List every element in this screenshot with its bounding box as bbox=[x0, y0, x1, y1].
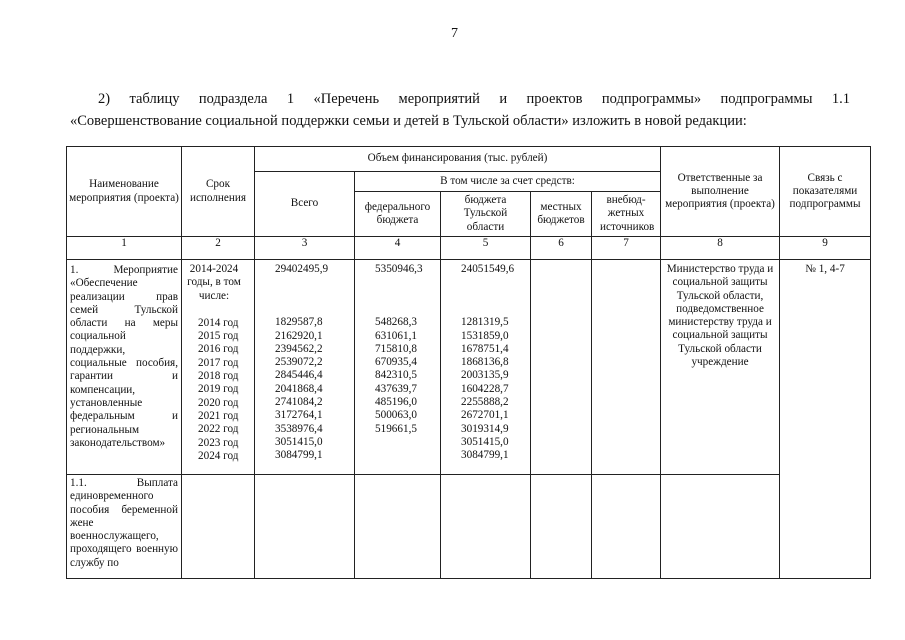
header-responsible: Ответственные за выполнение мероприятия (проекта) bbox=[661, 147, 780, 237]
value-item: 485196,0 bbox=[375, 396, 417, 409]
col-number: 6 bbox=[531, 237, 592, 260]
total-list bbox=[275, 316, 354, 462]
col-number: 3 bbox=[255, 237, 355, 260]
value-item: 2003135,9 bbox=[461, 369, 509, 382]
value-item: 3538976,4 bbox=[275, 422, 323, 435]
intro-line-1-text: 2) таблицу подраздела 1 «Перечень мероприятий и проектов подпрограммы» подпрограммы 1.1 bbox=[98, 91, 850, 107]
value-item: 2539072,2 bbox=[275, 356, 323, 369]
header-offbudget: внебюд-жетных источников bbox=[592, 192, 661, 237]
value-item: 3084799,1 bbox=[275, 449, 323, 462]
sub-event-name: 1.1. Выплата единовременного пособия беременной жене военнослужащего, проходящего военную службу по bbox=[67, 475, 182, 579]
federal-list bbox=[375, 316, 440, 436]
col-number: 8 bbox=[661, 237, 780, 260]
event-local bbox=[531, 260, 592, 475]
value-item: 631061,1 bbox=[375, 329, 417, 342]
intro-line-2-text: «Совершенствование социальной поддержки семьи и детей в Тульской области» изложить в новой редакции: bbox=[70, 113, 747, 129]
total-main: 29402495,9 bbox=[275, 263, 329, 275]
header-regional: бюджета Тульской области bbox=[441, 192, 531, 237]
event-federal bbox=[355, 260, 441, 475]
header-local: местных бюджетов bbox=[531, 192, 592, 237]
value-item: 1678751,4 bbox=[461, 342, 509, 355]
sub-event-cell bbox=[255, 475, 355, 579]
sub-event-cell bbox=[182, 475, 255, 579]
sub-event-cell bbox=[531, 475, 592, 579]
header-federal: федерального бюджета bbox=[355, 192, 441, 237]
col-number: 1 bbox=[67, 237, 182, 260]
value-item: 2016 год bbox=[198, 343, 239, 356]
value-item: 2162920,1 bbox=[275, 329, 323, 342]
header-total: Всего bbox=[255, 172, 355, 237]
event-regional bbox=[441, 260, 531, 475]
value-item: 3051415,0 bbox=[275, 435, 323, 448]
sub-event-cell bbox=[441, 475, 531, 579]
value-item: 519661,5 bbox=[375, 422, 417, 435]
event-row bbox=[67, 260, 871, 475]
col-number: 4 bbox=[355, 237, 441, 260]
value-item: 2019 год bbox=[198, 383, 239, 396]
sub-event-row bbox=[67, 475, 871, 579]
header-name: Наименование мероприятия (проекта) bbox=[67, 147, 182, 237]
value-item: 3019314,9 bbox=[461, 422, 509, 435]
value-item: 2024 год bbox=[198, 449, 239, 462]
header-including: В том числе за счет средств: bbox=[355, 172, 661, 192]
value-item: 2018 год bbox=[198, 370, 239, 383]
page-number: 7 bbox=[451, 26, 458, 41]
value-item: 1531859,0 bbox=[461, 329, 509, 342]
value-item: 2672701,1 bbox=[461, 409, 509, 422]
sub-event-cell bbox=[661, 475, 780, 579]
col-number: 5 bbox=[441, 237, 531, 260]
col-number: 7 bbox=[592, 237, 661, 260]
value-item: 2041868,4 bbox=[275, 382, 323, 395]
event-name: 1. Мероприятие «Обеспечение реализации прав семей Тульской области на меры социальной поддержки, социальные пособия, гарантии и компенсации, установленные федеральным и региональным законодательством» bbox=[67, 260, 182, 475]
value-item: 842310,5 bbox=[375, 369, 417, 382]
value-item: 2015 год bbox=[198, 330, 239, 343]
value-item: 1604228,7 bbox=[461, 382, 509, 395]
event-offbudget bbox=[592, 260, 661, 475]
col-number: 9 bbox=[780, 237, 871, 260]
value-item: 3051415,0 bbox=[461, 435, 509, 448]
term-header: 2014-2024 годы, в том числе: bbox=[187, 263, 241, 302]
value-item: 2014 год bbox=[198, 316, 239, 329]
regional-list bbox=[461, 316, 530, 462]
value-item: 2021 год bbox=[198, 409, 239, 422]
value-item: 2017 год bbox=[198, 356, 239, 369]
value-item: 3172764,1 bbox=[275, 409, 323, 422]
sub-event-cell bbox=[355, 475, 441, 579]
event-term bbox=[182, 260, 255, 475]
value-item: 437639,7 bbox=[375, 382, 417, 395]
event-responsible: Министерство труда и социальной защиты Тульской области, подведомственное министерству труда и социальной защиты Тульской области учреждение bbox=[661, 260, 780, 475]
event-total bbox=[255, 260, 355, 475]
header-funding: Объем финансирования (тыс. рублей) bbox=[255, 147, 661, 172]
value-item: 2255888,2 bbox=[461, 396, 509, 409]
col-number: 2 bbox=[182, 237, 255, 260]
value-item: 500063,0 bbox=[375, 409, 417, 422]
header-term: Срок исполнения bbox=[182, 147, 255, 237]
value-item: 2022 год bbox=[198, 423, 239, 436]
intro-line-1 bbox=[70, 88, 850, 110]
value-item: 2845446,4 bbox=[275, 369, 323, 382]
value-item: 2023 год bbox=[198, 436, 239, 449]
year-list bbox=[198, 317, 254, 463]
activities-table bbox=[66, 146, 871, 579]
value-item: 2741084,2 bbox=[275, 396, 323, 409]
value-item: 3084799,1 bbox=[461, 449, 509, 462]
header-link: Связь с показателями подпрограммы bbox=[780, 147, 871, 237]
regional-main: 24051549,6 bbox=[461, 263, 515, 275]
column-numbers-row bbox=[67, 237, 871, 260]
value-item: 670935,4 bbox=[375, 356, 417, 369]
value-item: 548268,3 bbox=[375, 316, 417, 329]
value-item: 1868136,8 bbox=[461, 356, 509, 369]
intro-line-2 bbox=[70, 110, 850, 132]
federal-main: 5350946,3 bbox=[375, 263, 423, 275]
value-item: 715810,8 bbox=[375, 342, 417, 355]
value-item: 2394562,2 bbox=[275, 342, 323, 355]
value-item: 1829587,8 bbox=[275, 316, 323, 329]
event-link: № 1, 4-7 bbox=[780, 260, 871, 579]
value-item: 1281319,5 bbox=[461, 316, 509, 329]
sub-event-cell bbox=[592, 475, 661, 579]
value-item: 2020 год bbox=[198, 396, 239, 409]
